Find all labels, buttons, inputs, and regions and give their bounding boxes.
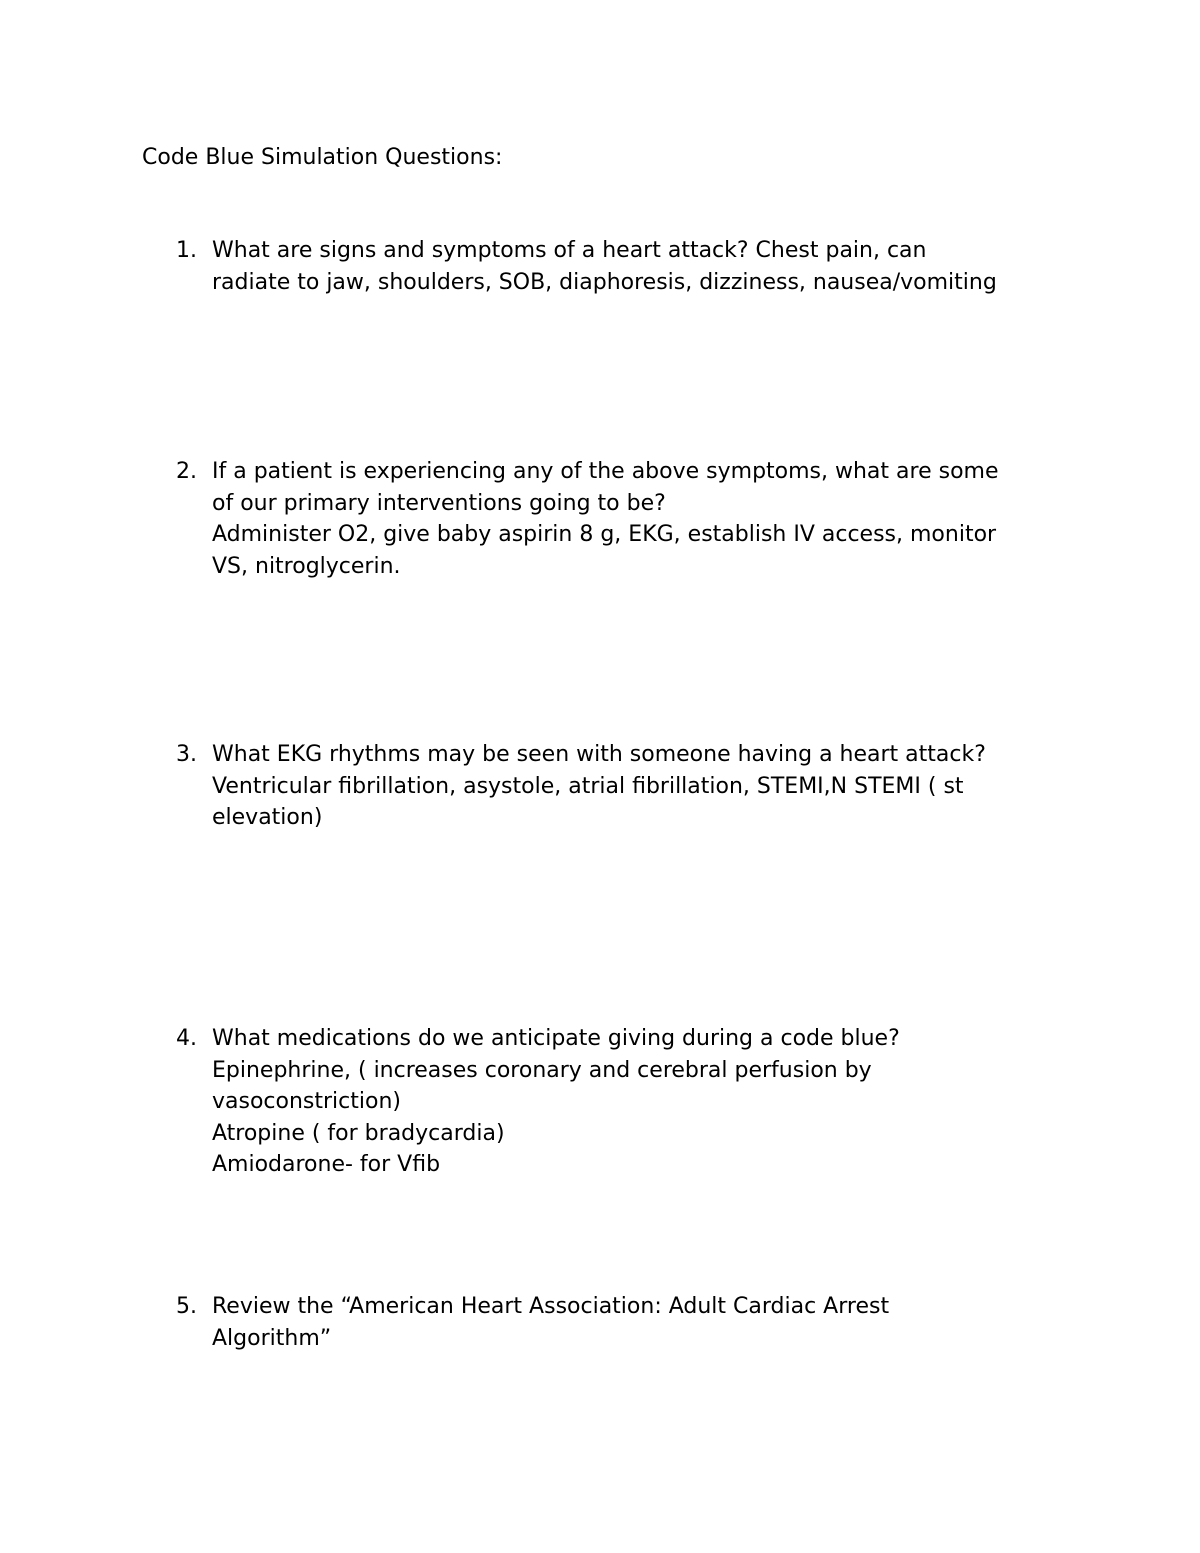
answer-line: Administer O2, give baby aspirin 8 g, EKG, establish IV access, monitor: [212, 522, 997, 547]
question-line: Algorithm”: [212, 1325, 332, 1351]
question-line: of our primary interventions going to be?: [212, 490, 666, 516]
answer-line: VS, nitroglycerin.: [212, 553, 401, 579]
question-text: [212, 456, 1092, 582]
answer-line: radiate to jaw, shoulders, SOB, diaphoresis, dizziness, nausea/vomiting: [212, 269, 997, 295]
question-line: If a patient is experiencing any of the above symptoms, what are some: [212, 459, 999, 484]
answer-line: Amiodarone- for Vfib: [212, 1152, 441, 1177]
answer-line: Epinephrine, ( increases coronary and cerebral perfusion by: [212, 1057, 872, 1083]
question-item: [142, 739, 1092, 834]
question-number: 2.: [176, 459, 197, 484]
question-number: 1.: [176, 238, 197, 263]
question-number: 5.: [176, 1294, 197, 1319]
question-line: Review the “American Heart Association: Adult Cardiac Arrest: [212, 1294, 890, 1319]
question-line: What EKG rhythms may be seen with someone having a heart attack?: [212, 742, 986, 767]
question-line: What medications do we anticipate giving during a code blue?: [212, 1026, 900, 1051]
answer-line: vasoconstriction): [212, 1089, 401, 1114]
question-text: [212, 739, 1092, 834]
answer-line: Atropine ( for bradycardia): [212, 1120, 505, 1146]
question-text: [212, 1023, 1092, 1181]
question-text: [212, 1291, 1092, 1354]
document-title: Code Blue Simulation Questions:: [142, 145, 503, 170]
question-item: [142, 456, 1092, 582]
question-item: [142, 1291, 1092, 1354]
question-number: 3.: [176, 742, 197, 767]
question-line: What are signs and symptoms of a heart attack? Chest pain, can: [212, 238, 927, 263]
answer-line: elevation): [212, 805, 323, 830]
answer-line: Ventricular fibrillation, asystole, atrial fibrillation, STEMI,N STEMI ( st: [212, 773, 964, 799]
question-item: [142, 235, 1092, 298]
question-text: [212, 235, 1092, 298]
question-number: 4.: [176, 1026, 197, 1051]
question-item: [142, 1023, 1092, 1181]
